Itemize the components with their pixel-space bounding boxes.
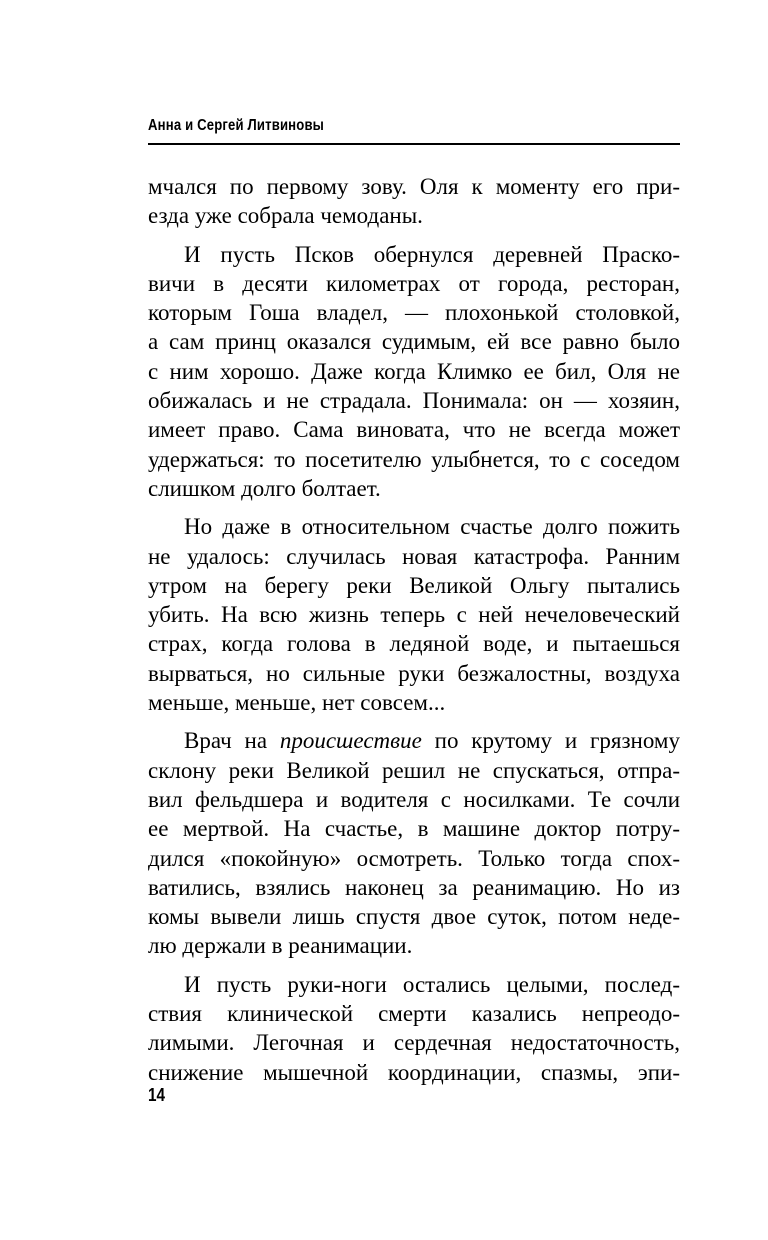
text-line: снижение мышечной координации, спазмы, эпи- (148, 1059, 680, 1085)
text-line: страх, когда голова в ледяной воде, и пытаешься (148, 631, 680, 657)
text-line: ватились, взялись наконец за реанимацию. Но из (148, 874, 680, 900)
text-line: обижалась и не страдала. Понимала: он — хозяин, (148, 388, 680, 414)
text-line: ее мертвой. На счастье, в машине доктор потру- (148, 816, 680, 842)
running-header-title: Анна и Сергей Литвиновы (148, 117, 325, 134)
text-line: лимыми. Легочная и сердечная недостаточность, (148, 1030, 680, 1056)
text-line: имеет право. Сама виновата, что не всегда может (148, 417, 680, 443)
paragraph (148, 172, 680, 231)
text-line (148, 726, 680, 755)
text-line: И пусть Псков обернулся деревней Праско- (184, 241, 680, 267)
text-line: лю держали в реанимации. (148, 933, 413, 959)
text-line: а сам принц оказался судимым, ей все равно было (148, 329, 680, 355)
running-header (148, 117, 680, 145)
text-line: удержаться: то посетителю улыбнется, то с соседом (148, 446, 680, 472)
text-line: вырваться, но сильные руки безжалостны, воздуха (148, 660, 680, 686)
paragraph (148, 726, 680, 960)
page-number: 14 (148, 1085, 166, 1105)
text-line: не удалось: случилась новая катастрофа. Ранним (148, 543, 680, 569)
italic-term: происшествие (279, 728, 422, 754)
text-line: вичи в десяти километрах от города, ресторан, (148, 270, 680, 296)
body-text (148, 172, 680, 1087)
text-line: ствия клинической смерти казались непреодо- (148, 1001, 680, 1027)
text-line: мчался по первому зову. Оля к моменту его при- (148, 174, 680, 199)
paragraph (148, 970, 680, 1087)
text-line: склону реки Великой решил не спускаться, отпра- (148, 757, 680, 783)
text-line: комы вывели лишь спустя двое суток, потом неде- (148, 904, 680, 930)
text-line: вил фельдшера и водителя с носилками. Те сочли (148, 786, 680, 812)
text-line: убить. На всю жизнь теперь с ней нечеловеческий (148, 602, 680, 628)
text-fragment: Врач на (184, 728, 280, 754)
text-line: И пусть руки-ноги остались целыми, послед- (184, 971, 680, 997)
text-fragment: по крутому и грязному (421, 728, 680, 754)
text-line: меньше, меньше, нет совсем... (148, 690, 446, 716)
text-line: утром на берегу реки Великой Ольгу пытались (148, 572, 680, 598)
text-line: Но даже в относительном счастье долго пожить (184, 514, 680, 540)
paragraph (148, 512, 680, 717)
paragraph (148, 240, 680, 504)
text-line: дился «покойную» осмотреть. Только тогда спох- (148, 845, 680, 871)
text-line: которым Гоша владел, — плохонькой столовкой, (148, 300, 680, 326)
text-line: езда уже собрала чемоданы. (148, 203, 423, 229)
text-line: с ним хорошо. Даже когда Климко ее бил, Оля не (148, 358, 680, 384)
text-line: слишком долго болтает. (148, 475, 381, 501)
